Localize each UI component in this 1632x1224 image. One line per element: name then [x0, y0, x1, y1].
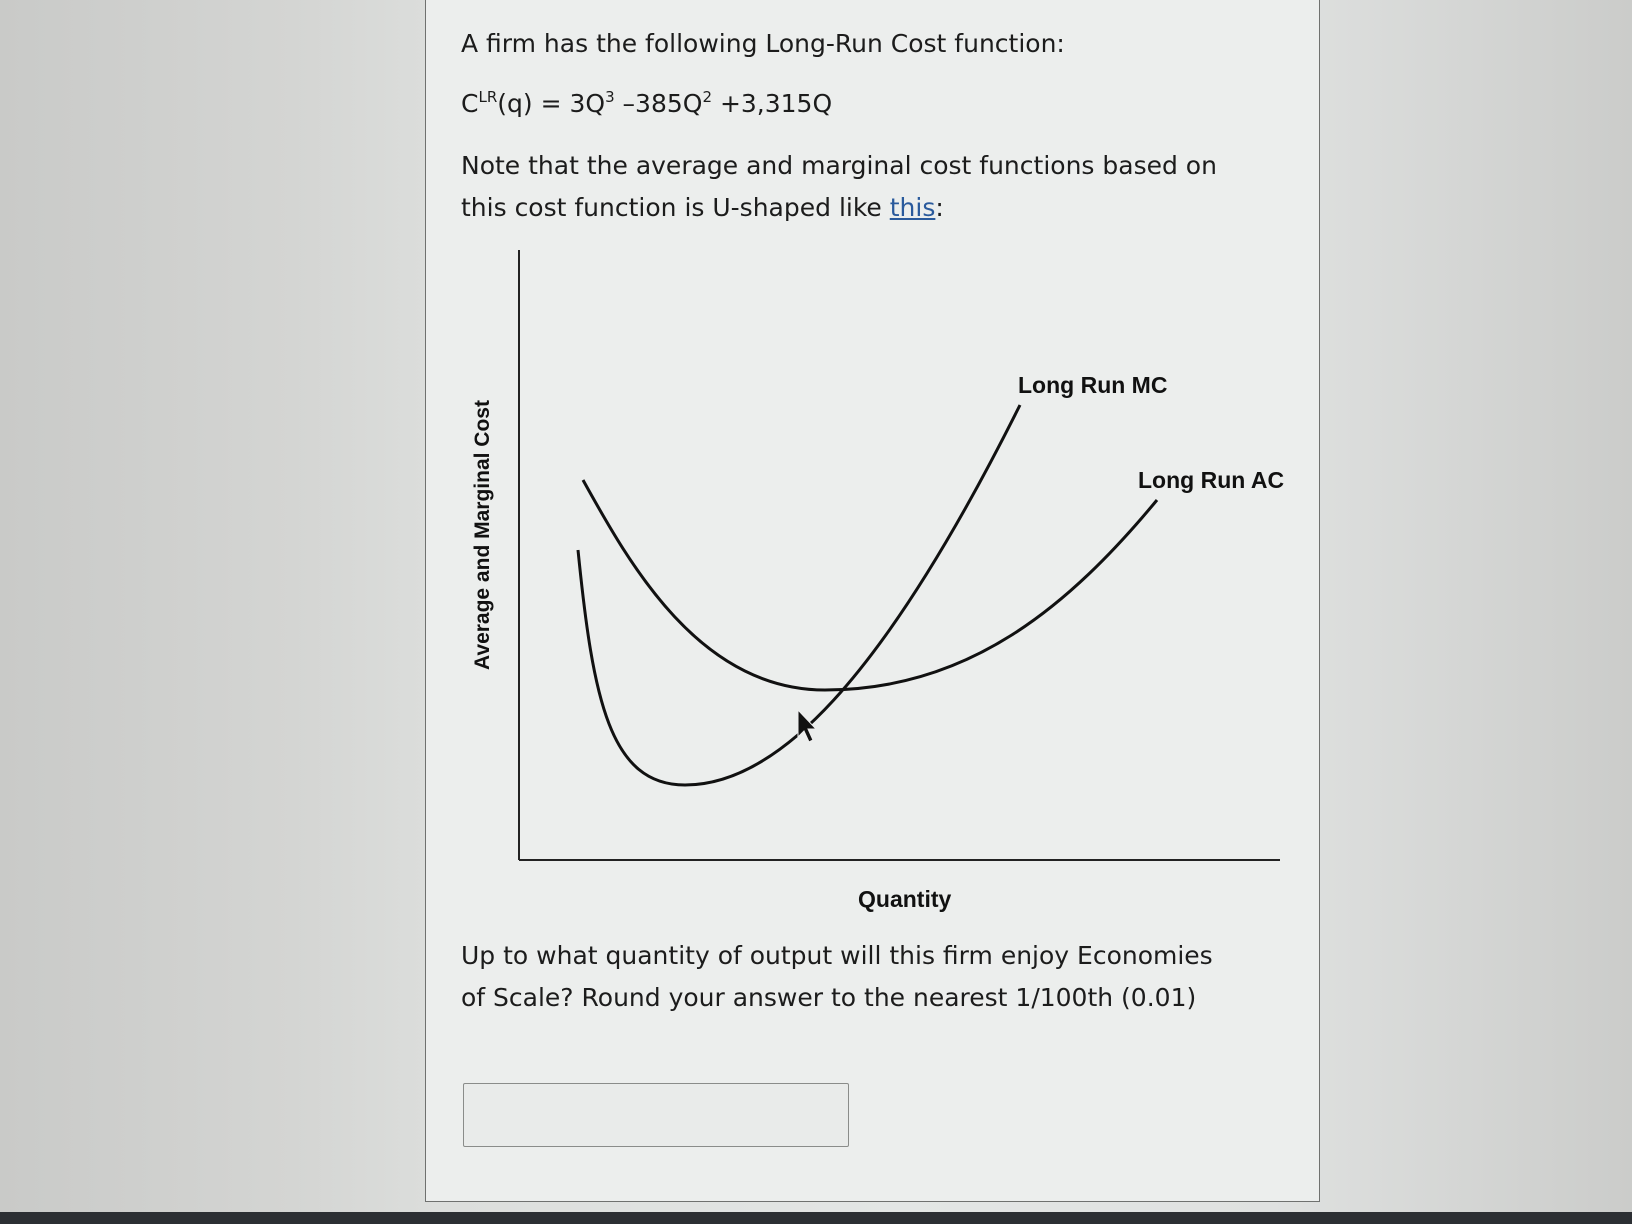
formula-mid: –385Q — [614, 89, 703, 118]
taskbar — [0, 1212, 1632, 1224]
note-end: : — [935, 193, 944, 222]
x-axis-label: Quantity — [858, 886, 952, 912]
formula-exp2: 2 — [702, 88, 712, 106]
formula-exp1: 3 — [605, 88, 615, 106]
formula-lhs-sup: LR — [478, 88, 498, 106]
formula-lhs-base: C — [461, 89, 479, 118]
ac-label: Long Run AC — [1138, 467, 1285, 493]
mc-label: Long Run MC — [1018, 372, 1168, 398]
answer-input[interactable] — [463, 1083, 849, 1147]
cost-curves-chart — [440, 245, 1290, 925]
mouse-cursor-icon — [798, 710, 816, 742]
cost-formula — [461, 83, 832, 125]
formula-lhs-arg: (q) = 3Q — [497, 89, 606, 118]
this-link[interactable]: this — [889, 193, 936, 222]
note-paragraph — [461, 145, 1241, 229]
y-axis-label: Average and Marginal Cost — [471, 400, 494, 670]
formula-tail: +3,315Q — [712, 89, 833, 118]
note-text: Note that the average and marginal cost functions based on this cost function is U-shaped like — [461, 151, 1217, 222]
question-prompt: Up to what quantity of output will this firm enjoy Economies of Scale? Round your answer to the nearest 1/100th (0.01) — [461, 941, 1213, 1012]
question-intro: A firm has the following Long-Run Cost function: — [461, 29, 1065, 58]
